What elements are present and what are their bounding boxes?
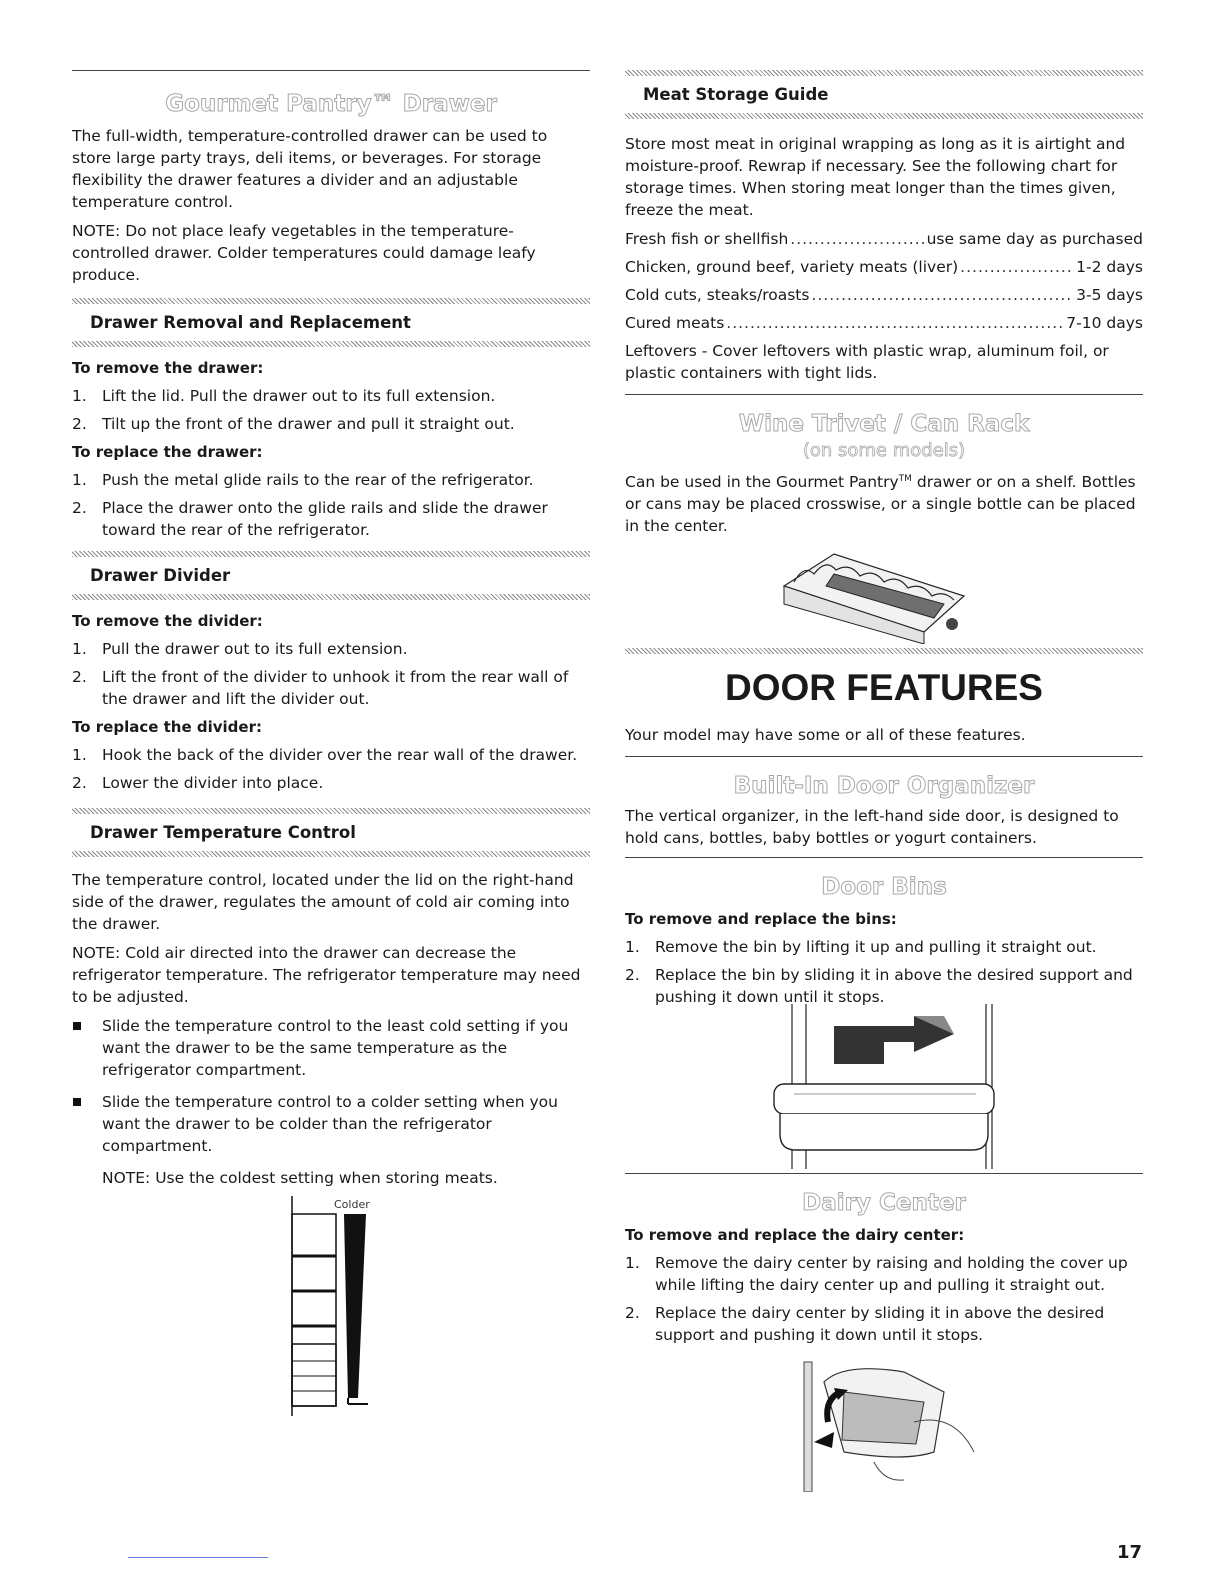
table-row: Cold cuts, steaks/roasts ..... 3-5 days — [625, 284, 1143, 306]
temp-bullets — [72, 1015, 590, 1157]
section-divider — [625, 648, 1143, 654]
list-item: 1. Push the metal glide rails to the rear of the refrigerator. — [72, 471, 534, 489]
section-rule — [625, 1173, 1143, 1174]
list-item: 2. Lift the front of the divider to unhook it from the rear wall of the drawer and lift the divider out. — [72, 668, 569, 708]
dairy-label: To remove and replace the dairy center: — [625, 1226, 965, 1244]
door-organizer-title: Built-In Door Organizer — [733, 773, 1035, 799]
section-divider — [72, 594, 590, 600]
meat-intro: Store most meat in original wrapping as long as it is airtight and moisture-proof. Rewrap if necessary. See the following chart for storage times. When storing meat longer than the times given, freeze the meat. — [625, 135, 1126, 219]
wine-trivet-subtitle: (on some models) — [802, 440, 966, 461]
door-bin-figure — [764, 1004, 1004, 1169]
list-item: 1. Hook the back of the divider over the rear wall of the drawer. — [72, 746, 578, 764]
dairy-center-title: Dairy Center — [802, 1190, 966, 1216]
list-item: 1. Remove the dairy center by raising and holding the cover up while lifting the dairy center up and pulling it straight out. — [625, 1254, 1128, 1294]
bins-label: To remove and replace the bins: — [625, 910, 897, 928]
list-item: Slide the temperature control to the least cold setting if you want the drawer to be the same temperature as the refrigerator compartment. — [72, 1015, 590, 1081]
list-item: Slide the temperature control to a colder setting when you want the drawer to be colder than the refrigerator compartment. — [72, 1091, 590, 1157]
wine-trivet-title: Wine Trivet / Can Rack — [738, 411, 1030, 437]
replace-divider-label: To replace the divider: — [72, 718, 262, 736]
wine-rack-figure — [774, 544, 994, 644]
drawer-removal-heading: Drawer Removal and Replacement — [90, 313, 411, 332]
section-rule — [625, 756, 1143, 757]
temp-intro: The temperature control, located under the lid on the right-hand side of the drawer, regulates the amount of cold air coming into the drawer. — [72, 871, 574, 933]
remove-divider-steps — [72, 638, 590, 710]
meat-storage-table — [625, 228, 1143, 334]
right-column — [625, 70, 1143, 1492]
remove-drawer-label: To remove the drawer: — [72, 359, 264, 377]
gourmet-pantry-title: Gourmet Pantry™ Drawer — [165, 91, 497, 117]
table-row: Fresh fish or shellfish ..... use same day as purchased — [625, 228, 1143, 250]
list-item: 2. Tilt up the front of the drawer and pull it straight out. — [72, 415, 515, 433]
door-features-title: DOOR FEATURES — [725, 667, 1043, 708]
list-item: 1. Lift the lid. Pull the drawer out to its full extension. — [72, 387, 496, 405]
gourmet-note: NOTE: Do not place leafy vegetables in the temperature-controlled drawer. Colder temperatures could damage leafy produce. — [72, 222, 536, 284]
meat-guide-heading: Meat Storage Guide — [643, 85, 829, 104]
temp-note: NOTE: Cold air directed into the drawer can decrease the refrigerator temperature. The refrigerator temperature may need to be adjusted. — [72, 944, 581, 1006]
drawer-temp-heading: Drawer Temperature Control — [90, 823, 356, 842]
drawer-divider-heading: Drawer Divider — [90, 566, 231, 585]
temperature-control-figure — [272, 1196, 382, 1426]
top-rule — [72, 70, 590, 71]
list-item: 1. Pull the drawer out to its full extension. — [72, 640, 408, 658]
leftovers-text: Leftovers - Cover leftovers with plastic wrap, aluminum foil, or plastic containers with tight lids. — [625, 342, 1109, 382]
bins-steps — [625, 936, 1143, 1008]
list-item: 1. Remove the bin by lifting it up and pulling it straight out. — [625, 938, 1097, 956]
remove-divider-label: To remove the divider: — [72, 612, 263, 630]
replace-divider-steps — [72, 744, 590, 794]
table-row: Chicken, ground beef, variety meats (liver) ..... 1-2 days — [625, 256, 1143, 278]
door-bins-title: Door Bins — [821, 874, 947, 900]
wine-trivet-text: Can be used in the Gourmet Pantry™ drawer or on a shelf. Bottles or cans may be placed crosswise, or a single bottle can be placed in the center. — [625, 473, 1136, 535]
left-column — [72, 70, 590, 1426]
page-number: 17 — [1116, 1542, 1142, 1563]
dairy-steps — [625, 1252, 1143, 1346]
section-rule — [625, 394, 1143, 395]
list-item: 2. Replace the bin by sliding it in above the desired support and pushing it down until it stops. — [625, 966, 1133, 1006]
door-features-intro: Your model may have some or all of these features. — [625, 726, 1026, 744]
section-divider — [625, 113, 1143, 119]
coldest-note: NOTE: Use the coldest setting when storing meats. — [102, 1169, 498, 1187]
replace-drawer-label: To replace the drawer: — [72, 443, 263, 461]
section-rule — [625, 857, 1143, 858]
remove-drawer-steps — [72, 385, 590, 435]
gourmet-intro: The full-width, temperature-controlled drawer can be used to store large party trays, deli items, or beverages. For storage flexibility the drawer features a divider and an adjustable temperature control. — [72, 127, 548, 211]
section-divider — [72, 851, 590, 857]
list-item: 2. Replace the dairy center by sliding it in above the desired support and pushing it down until it stops. — [625, 1304, 1105, 1344]
footer-line — [128, 1557, 268, 1558]
section-divider — [72, 341, 590, 347]
colder-label: Colder — [334, 1198, 370, 1211]
dairy-center-figure — [784, 1352, 984, 1492]
list-item: 2. Place the drawer onto the glide rails and slide the drawer toward the rear of the refrigerator. — [72, 499, 548, 539]
replace-drawer-steps — [72, 469, 590, 541]
list-item: 2. Lower the divider into place. — [72, 774, 324, 792]
table-row: Cured meats ..... 7-10 days — [625, 312, 1143, 334]
door-organizer-text: The vertical organizer, in the left-hand side door, is designed to hold cans, bottles, baby bottles or yogurt containers. — [625, 807, 1119, 847]
